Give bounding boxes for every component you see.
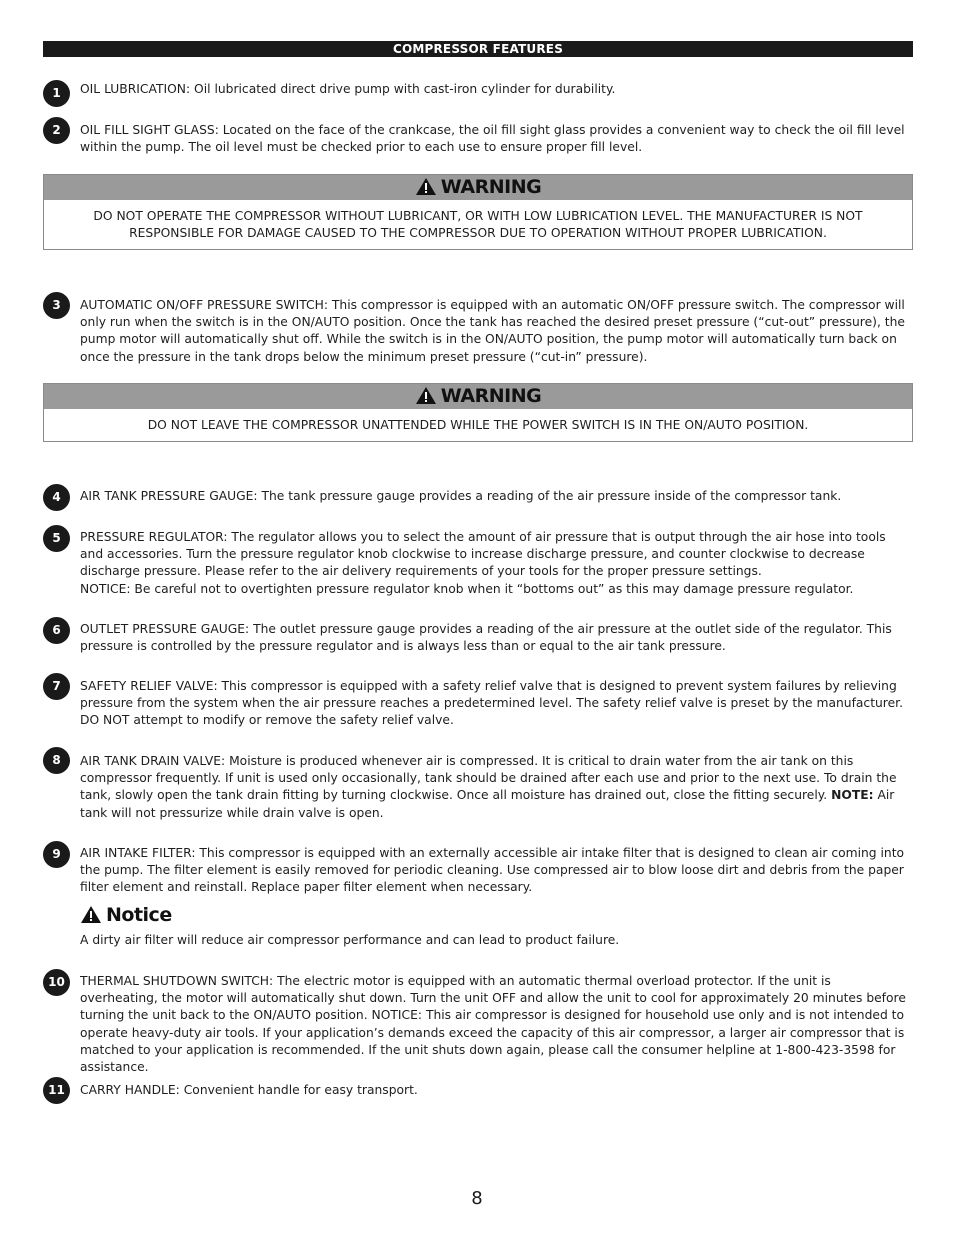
notice-header xyxy=(80,904,172,926)
notice-text: A dirty air filter will reduce air compressor performance and can lead to product failure. xyxy=(80,933,620,947)
feature-outlet-pressure-gauge: OUTLET PRESSURE GAUGE: The outlet pressure gauge provides a reading of the air pressure at the outlet side of the regulator. This pressure is controlled by the pressure regulator and is always less than or equal to the air tank pressure. xyxy=(80,622,892,654)
feature-air-intake-filter: AIR INTAKE FILTER: This compressor is equipped with an externally accessible air intake filter that is designed to clean air coming into the pump. The filter element is easily removed for periodic cleaning. Use compressed air to blow loose dirt and debris from the paper filter element and reinstall. Replace paper filter element when necessary. xyxy=(80,846,905,895)
feature-carry-handle: CARRY HANDLE: Convenient handle for easy transport. xyxy=(80,1083,418,1097)
warning-triangle-icon xyxy=(415,386,437,405)
feature-number-badge: 7 xyxy=(43,673,70,700)
warning-triangle-icon xyxy=(415,177,437,196)
notice-title: Notice xyxy=(106,904,172,926)
feature-number-badge: 11 xyxy=(43,1077,70,1104)
warning-title: WARNING xyxy=(440,385,542,407)
warning-title: WARNING xyxy=(440,176,542,198)
feature-number-badge: 8 xyxy=(43,747,70,774)
warning-header xyxy=(44,175,912,200)
warning-box-unattended xyxy=(43,383,913,442)
feature-notice-text: DO NOT attempt to modify or remove the safety relief valve. xyxy=(80,713,454,728)
feature-number-badge: 4 xyxy=(43,484,70,511)
feature-text: PRESSURE REGULATOR: The regulator allows you to select the amount of air pressure that is output through the air hose into tools and accessories. Turn the pressure regulator knob clockwise to increase discharge pressure, and counter clockwise to decrease discharge pressure. Please refer to the air delivery requirements of your tools for the proper pressure settings. xyxy=(80,530,886,579)
feature-number-badge: 2 xyxy=(43,117,70,144)
feature-pressure-switch: AUTOMATIC ON/OFF PRESSURE SWITCH: This compressor is equipped with an automatic ON/OFF pressure switch. The compressor will only run when the switch is in the ON/AUTO position. Once the tank has reached the desired preset pressure (“cut-out” pressure), the pump motor will automatically shut off. While the switch is in the ON/AUTO position, the pump motor will automatically turn back on once the pressure in the tank drops below the minimum preset pressure (“cut-in” pressure). xyxy=(80,298,905,364)
feature-number-badge: 1 xyxy=(43,80,70,107)
warning-text: DO NOT LEAVE THE COMPRESSOR UNATTENDED WHILE THE POWER SWITCH IS IN THE ON/AUTO POSITION. xyxy=(147,418,809,432)
feature-number-badge: 6 xyxy=(43,617,70,644)
warning-text: DO NOT OPERATE THE COMPRESSOR WITHOUT LUBRICANT, OR WITH LOW LUBRICATION LEVEL. THE MANUFACTURER IS NOT RESPONSIBLE FOR DAMAGE CAUSED TO THE COMPRESSOR DUE TO OPERATION WITHOUT PROPER LUBRICATION. xyxy=(93,209,863,241)
feature-tank-drain-valve xyxy=(80,753,912,822)
feature-pressure-regulator xyxy=(80,529,912,598)
feature-number-badge: 3 xyxy=(43,292,70,319)
feature-text: AIR TANK DRAIN VALVE: Moisture is produced whenever air is compressed. It is critical to drain water from the air tank on this compressor frequently. If unit is used only occasionally, tank should be drained after each use and prior to the next use. To drain the tank, slowly open the tank drain fitting by turning clockwise. Once all moisture has drained out, close the fitting securely. xyxy=(80,754,897,803)
feature-number-badge: 9 xyxy=(43,841,70,868)
warning-triangle-icon xyxy=(80,905,102,924)
feature-safety-relief-valve xyxy=(80,678,912,730)
feature-oil-lubrication: OIL LUBRICATION: Oil lubricated direct drive pump with cast-iron cylinder for durability. xyxy=(80,82,616,96)
feature-number-badge: 10 xyxy=(43,969,70,996)
warning-header xyxy=(44,384,912,409)
feature-thermal-shutdown-switch: THERMAL SHUTDOWN SWITCH: The electric motor is equipped with an automatic thermal overload protector. If the unit is overheating, the motor will automatically shut down. Turn the unit OFF and allow the unit to cool for approximately 20 minutes before turning the unit back to the ON/AUTO position. NOTICE: This air compressor is designed for household use only and is not intended to operate heavy-duty air tools. If your application’s demands exceed the capacity of this air compressor, a larger air compressor that is matched to your application is recommended. If the unit shuts down again, please call the consumer helpline at 1-800-423-3598 for assistance. xyxy=(80,974,906,1075)
feature-tank-pressure-gauge: AIR TANK PRESSURE GAUGE: The tank pressure gauge provides a reading of the air pressure inside of the compressor tank. xyxy=(80,489,842,503)
note-label: NOTE: xyxy=(831,788,874,803)
section-header: COMPRESSOR FEATURES xyxy=(43,41,913,57)
feature-oil-fill-sight-glass: OIL FILL SIGHT GLASS: Located on the face of the crankcase, the oil fill sight glass provides a convenient way to check the oil fill level within the pump. The oil level must be checked prior to each use to ensure proper fill level. xyxy=(80,123,905,155)
page-number: 8 xyxy=(471,1188,483,1209)
warning-box-lubrication xyxy=(43,174,913,250)
feature-number-badge: 5 xyxy=(43,525,70,552)
feature-notice-text: NOTICE: Be careful not to overtighten pressure regulator knob when it “bottoms out” as this may damage pressure regulator. xyxy=(80,581,854,596)
feature-text: SAFETY RELIEF VALVE: This compressor is equipped with a safety relief valve that is designed to prevent system failures by relieving pressure from the system when the air pressure reaches a predetermined level. The safety relief valve is preset by the manufacturer. xyxy=(80,679,903,711)
feature-note-text: Air tank will not pressurize while drain valve is open. xyxy=(80,788,895,820)
